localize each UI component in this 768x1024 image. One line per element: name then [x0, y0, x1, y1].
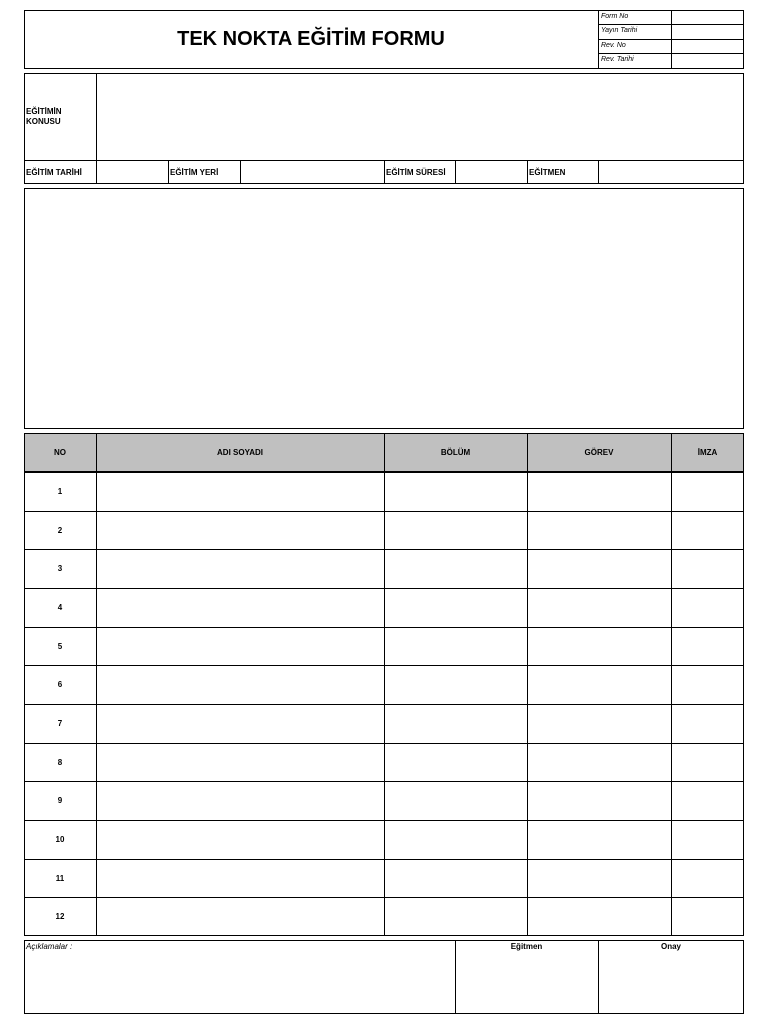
- subject-label: EĞİTİMİN KONUSU: [26, 107, 62, 126]
- position-cell[interactable]: [528, 860, 671, 898]
- signature-cell[interactable]: [672, 705, 744, 743]
- name-cell[interactable]: [97, 705, 384, 743]
- col-header-signature: İMZA: [697, 448, 718, 457]
- department-cell[interactable]: [385, 898, 527, 936]
- department-cell[interactable]: [385, 550, 527, 588]
- position-cell[interactable]: [528, 550, 671, 588]
- department-cell[interactable]: [385, 744, 527, 782]
- approval-label: Onay: [660, 942, 681, 951]
- signature-cell[interactable]: [672, 821, 744, 859]
- table-row: [24, 549, 744, 588]
- signature-cell[interactable]: [672, 860, 744, 898]
- name-cell[interactable]: [97, 512, 384, 550]
- department-cell[interactable]: [385, 512, 527, 550]
- name-cell[interactable]: [97, 744, 384, 782]
- meta-label-form-no: Form No: [601, 13, 629, 20]
- duration-field[interactable]: [456, 161, 527, 184]
- table-row: [24, 627, 744, 666]
- footer-trainer-label: Eğitmen: [510, 942, 543, 951]
- col-header-no: NO: [54, 448, 66, 457]
- training-content-area[interactable]: [24, 188, 744, 429]
- department-cell[interactable]: [385, 473, 527, 511]
- date-field[interactable]: [97, 161, 168, 184]
- trainer-label: EĞİTMEN: [529, 167, 566, 177]
- position-cell[interactable]: [528, 628, 671, 666]
- table-row: [24, 743, 744, 782]
- table-row: [24, 897, 744, 936]
- signature-cell[interactable]: [672, 628, 744, 666]
- trainer-signature-field[interactable]: [456, 953, 598, 1013]
- table-row: [24, 588, 744, 627]
- signature-cell[interactable]: [672, 898, 744, 936]
- name-cell[interactable]: [97, 550, 384, 588]
- position-cell[interactable]: [528, 744, 671, 782]
- col-header-position: GÖREV: [584, 448, 614, 457]
- row-number: 1: [57, 487, 63, 496]
- place-field[interactable]: [241, 161, 384, 184]
- table-row: [24, 472, 744, 511]
- department-cell[interactable]: [385, 628, 527, 666]
- position-cell[interactable]: [528, 666, 671, 704]
- signature-cell[interactable]: [672, 666, 744, 704]
- place-label: EĞİTİM YERİ: [170, 167, 219, 177]
- row-number: 9: [57, 796, 63, 805]
- position-cell[interactable]: [528, 898, 671, 936]
- row-number: 11: [55, 874, 65, 883]
- table-row: [24, 704, 744, 743]
- signature-cell[interactable]: [672, 782, 744, 820]
- position-cell[interactable]: [528, 705, 671, 743]
- table-row: [24, 665, 744, 704]
- name-cell[interactable]: [97, 628, 384, 666]
- row-number: 6: [57, 680, 63, 689]
- rev-date-field[interactable]: [672, 54, 743, 68]
- table-row: [24, 820, 744, 859]
- row-number: 3: [57, 564, 63, 573]
- table-row: [24, 859, 744, 898]
- publish-date-field[interactable]: [672, 25, 743, 39]
- signature-cell[interactable]: [672, 550, 744, 588]
- department-cell[interactable]: [385, 782, 527, 820]
- position-cell[interactable]: [528, 821, 671, 859]
- department-cell[interactable]: [385, 821, 527, 859]
- position-cell[interactable]: [528, 782, 671, 820]
- notes-field[interactable]: [25, 953, 455, 1013]
- col-header-department: BÖLÜM: [440, 448, 471, 457]
- signature-cell[interactable]: [672, 473, 744, 511]
- name-cell[interactable]: [97, 666, 384, 704]
- row-number: 8: [57, 758, 63, 767]
- position-cell[interactable]: [528, 589, 671, 627]
- col-header-name: ADI SOYADI: [217, 448, 263, 457]
- meta-label-publish-date: Yayın Tarihi: [601, 27, 638, 34]
- position-cell[interactable]: [528, 512, 671, 550]
- signature-cell[interactable]: [672, 512, 744, 550]
- department-cell[interactable]: [385, 589, 527, 627]
- form-title: TEK NOKTA EĞİTİM FORMU: [177, 28, 445, 50]
- form-no-field[interactable]: [672, 11, 743, 24]
- row-number: 12: [55, 912, 65, 921]
- department-cell[interactable]: [385, 666, 527, 704]
- name-cell[interactable]: [97, 821, 384, 859]
- meta-label-rev-no: Rev. No: [601, 42, 626, 49]
- name-cell[interactable]: [97, 860, 384, 898]
- table-row: [24, 511, 744, 550]
- subject-field[interactable]: [97, 74, 743, 160]
- table-row: [24, 781, 744, 820]
- rev-no-field[interactable]: [672, 40, 743, 53]
- row-number: 4: [57, 603, 63, 612]
- name-cell[interactable]: [97, 898, 384, 936]
- approval-signature-field[interactable]: [599, 953, 743, 1013]
- row-number: 5: [57, 642, 63, 651]
- name-cell[interactable]: [97, 589, 384, 627]
- signature-cell[interactable]: [672, 589, 744, 627]
- notes-label: Açıklamalar :: [26, 942, 73, 951]
- department-cell[interactable]: [385, 705, 527, 743]
- duration-label: EĞİTİM SÜRESİ: [386, 167, 446, 177]
- meta-label-rev-date: Rev. Tarihi: [601, 56, 634, 63]
- row-number: 10: [55, 835, 65, 844]
- position-cell[interactable]: [528, 473, 671, 511]
- signature-cell[interactable]: [672, 744, 744, 782]
- date-label: EĞİTİM TARİHİ: [26, 167, 82, 177]
- name-cell[interactable]: [97, 782, 384, 820]
- row-number: 7: [57, 719, 63, 728]
- name-cell[interactable]: [97, 473, 384, 511]
- department-cell[interactable]: [385, 860, 527, 898]
- trainer-field[interactable]: [599, 161, 743, 184]
- row-number: 2: [57, 526, 63, 535]
